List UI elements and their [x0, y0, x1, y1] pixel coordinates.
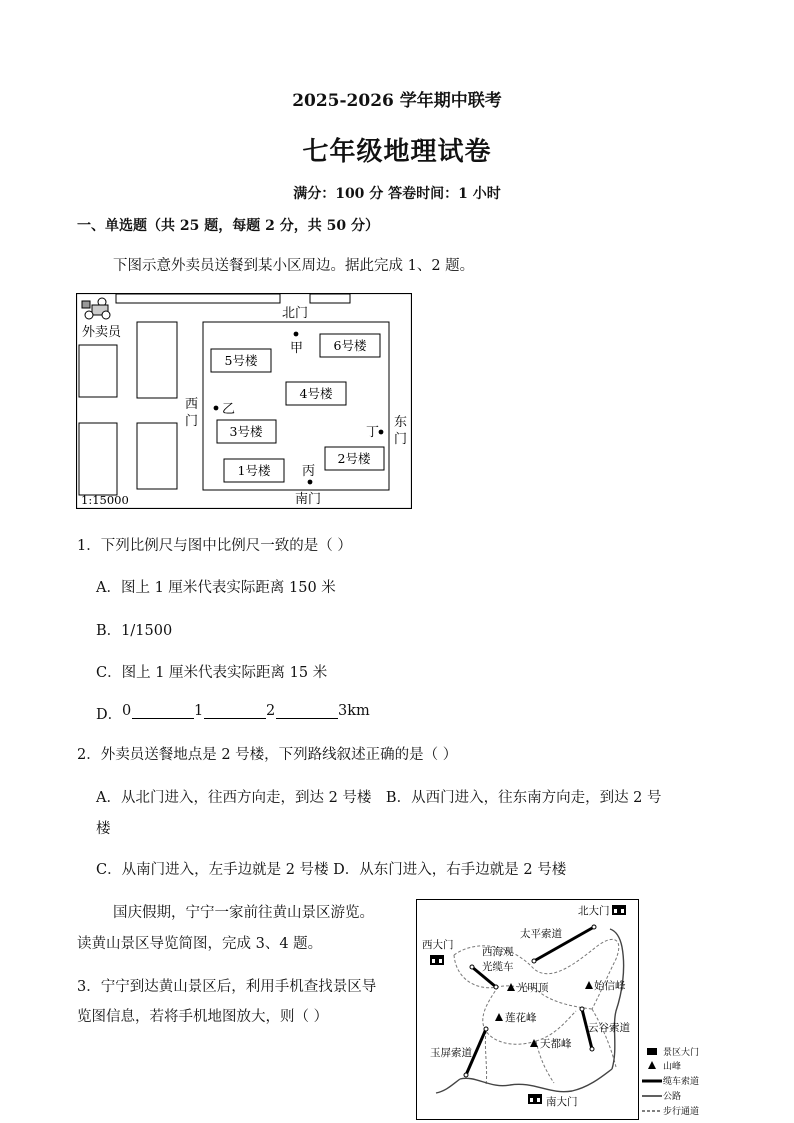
map-strip [310, 294, 350, 303]
legend-item: 步行通道 [663, 1107, 700, 1117]
legend-peak-icon [648, 1061, 656, 1069]
south-gate-icon [528, 1094, 542, 1104]
map-strip [116, 294, 280, 303]
map-legend [642, 1046, 699, 1117]
yuping-label: 玉屏索道 [430, 1047, 472, 1059]
q1-option-c: C．图上 1 厘米代表实际距离 15 米 [96, 665, 328, 681]
east-gate-label-1: 东 [394, 415, 408, 430]
building-3-label: 3号楼 [229, 424, 263, 439]
xihai-label-1: 西海观 [482, 946, 514, 958]
north-gate-icon [612, 905, 626, 915]
west-gate-icon [430, 955, 444, 965]
exam-title: 2025-2026 学年期中联考 [292, 91, 502, 111]
point-yi-marker [214, 406, 219, 411]
q2-options-ab: A．从北门进入，往西方向走，到达 2 号楼 B．从西门进入，往东南方向走，到达 2 号 [96, 790, 662, 806]
south-gate-label: 南门 [295, 492, 322, 507]
q1-scale-tick: 2 [266, 703, 276, 719]
point-jia-marker [294, 332, 299, 337]
west-gate-label-1: 西 [185, 397, 199, 412]
point-ding-label: 丁 [366, 425, 380, 440]
q34-intro-line1: 国庆假期，宁宁一家前往黄山景区游览。 [113, 905, 374, 921]
q1-option-d [96, 703, 396, 723]
guangmingding-label: 光明顶 [517, 982, 549, 994]
point-ding-marker [379, 430, 384, 435]
legend-item: 缆车索道 [663, 1077, 700, 1087]
huangshan-map [416, 899, 712, 1121]
q2-options-cd: C．从南门进入，左手边就是 2 号楼 D．从东门进入，右手边就是 2 号楼 [96, 862, 567, 878]
point-bing-label: 丙 [302, 464, 316, 479]
q34-intro-line2: 读黄山景区导览简图，完成 3、4 题。 [77, 936, 323, 952]
building-6-label: 6号楼 [333, 338, 367, 353]
north-gate-label: 北大门 [578, 905, 610, 917]
shixinfeng-label: 始信峰 [594, 980, 626, 992]
map-block [79, 423, 117, 495]
point-yi-label: 乙 [222, 402, 236, 417]
north-gate-label: 北门 [282, 306, 309, 321]
q1-option-d-prefix: D． [96, 707, 123, 723]
subject-title: 七年级地理试卷 [302, 137, 492, 167]
yungu-label: 云谷索道 [588, 1022, 630, 1034]
point-bing-marker [308, 480, 313, 485]
building-5-label: 5号楼 [224, 353, 258, 368]
q1-scale-tick: 0 [122, 703, 132, 719]
courier-label: 外卖员 [82, 325, 122, 340]
legend-gate-icon [647, 1048, 657, 1055]
west-gate-label-2: 门 [185, 414, 199, 429]
west-gate-label: 西大门 [422, 939, 454, 951]
lianhuafeng-label: 莲花峰 [505, 1012, 537, 1024]
delivery-map [76, 293, 412, 509]
q1-scale-segment [132, 718, 194, 719]
section-heading: 一、单选题（共 25 题，每题 2 分，共 50 分） [77, 218, 379, 234]
q2-stem: 2．外卖员送餐地点是 2 号楼，下列路线叙述正确的是（ ） [77, 747, 458, 763]
building-4-label: 4号楼 [299, 386, 333, 401]
q3-stem-line1: 3．宁宁到达黄山景区后，利用手机查找景区导 [77, 979, 377, 995]
map-block [137, 322, 177, 398]
map-scale: 1:15000 [81, 493, 129, 507]
q1-option-b: B．1/1500 [96, 623, 173, 639]
taiping-label: 太平索道 [520, 928, 562, 940]
q1-scale-segment [276, 718, 338, 719]
q1-option-a: A．图上 1 厘米代表实际距离 150 米 [96, 580, 336, 596]
legend-item: 公路 [663, 1092, 682, 1102]
section-intro: 下图示意外卖员送餐到某小区周边。据此完成 1、2 题。 [113, 258, 475, 274]
q1-stem: 1．下列比例尺与图中比例尺一致的是（ ） [77, 538, 352, 554]
xihai-label-2: 光缆车 [482, 961, 514, 973]
map-block [79, 345, 117, 397]
q2-options-ab-cont: 楼 [96, 821, 111, 837]
east-gate-label-2: 门 [394, 432, 408, 447]
point-jia-label: 甲 [290, 341, 304, 356]
building-1-label: 1号楼 [237, 463, 271, 478]
map-block [137, 423, 177, 489]
tiandufeng-label: 天都峰 [540, 1038, 572, 1050]
q1-scale-tick: 3km [338, 703, 370, 719]
score-time: 满分：100 分 答卷时间：1 小时 [293, 186, 501, 202]
q1-scale-tick: 1 [194, 703, 204, 719]
legend-item: 山峰 [663, 1062, 682, 1072]
q1-scale-segment [204, 718, 266, 719]
building-2-label: 2号楼 [337, 451, 371, 466]
legend-item: 景区大门 [663, 1048, 700, 1058]
south-gate-label: 南大门 [546, 1096, 578, 1108]
q3-stem-line2: 览图信息，若将手机地图放大，则（ ） [77, 1009, 329, 1025]
